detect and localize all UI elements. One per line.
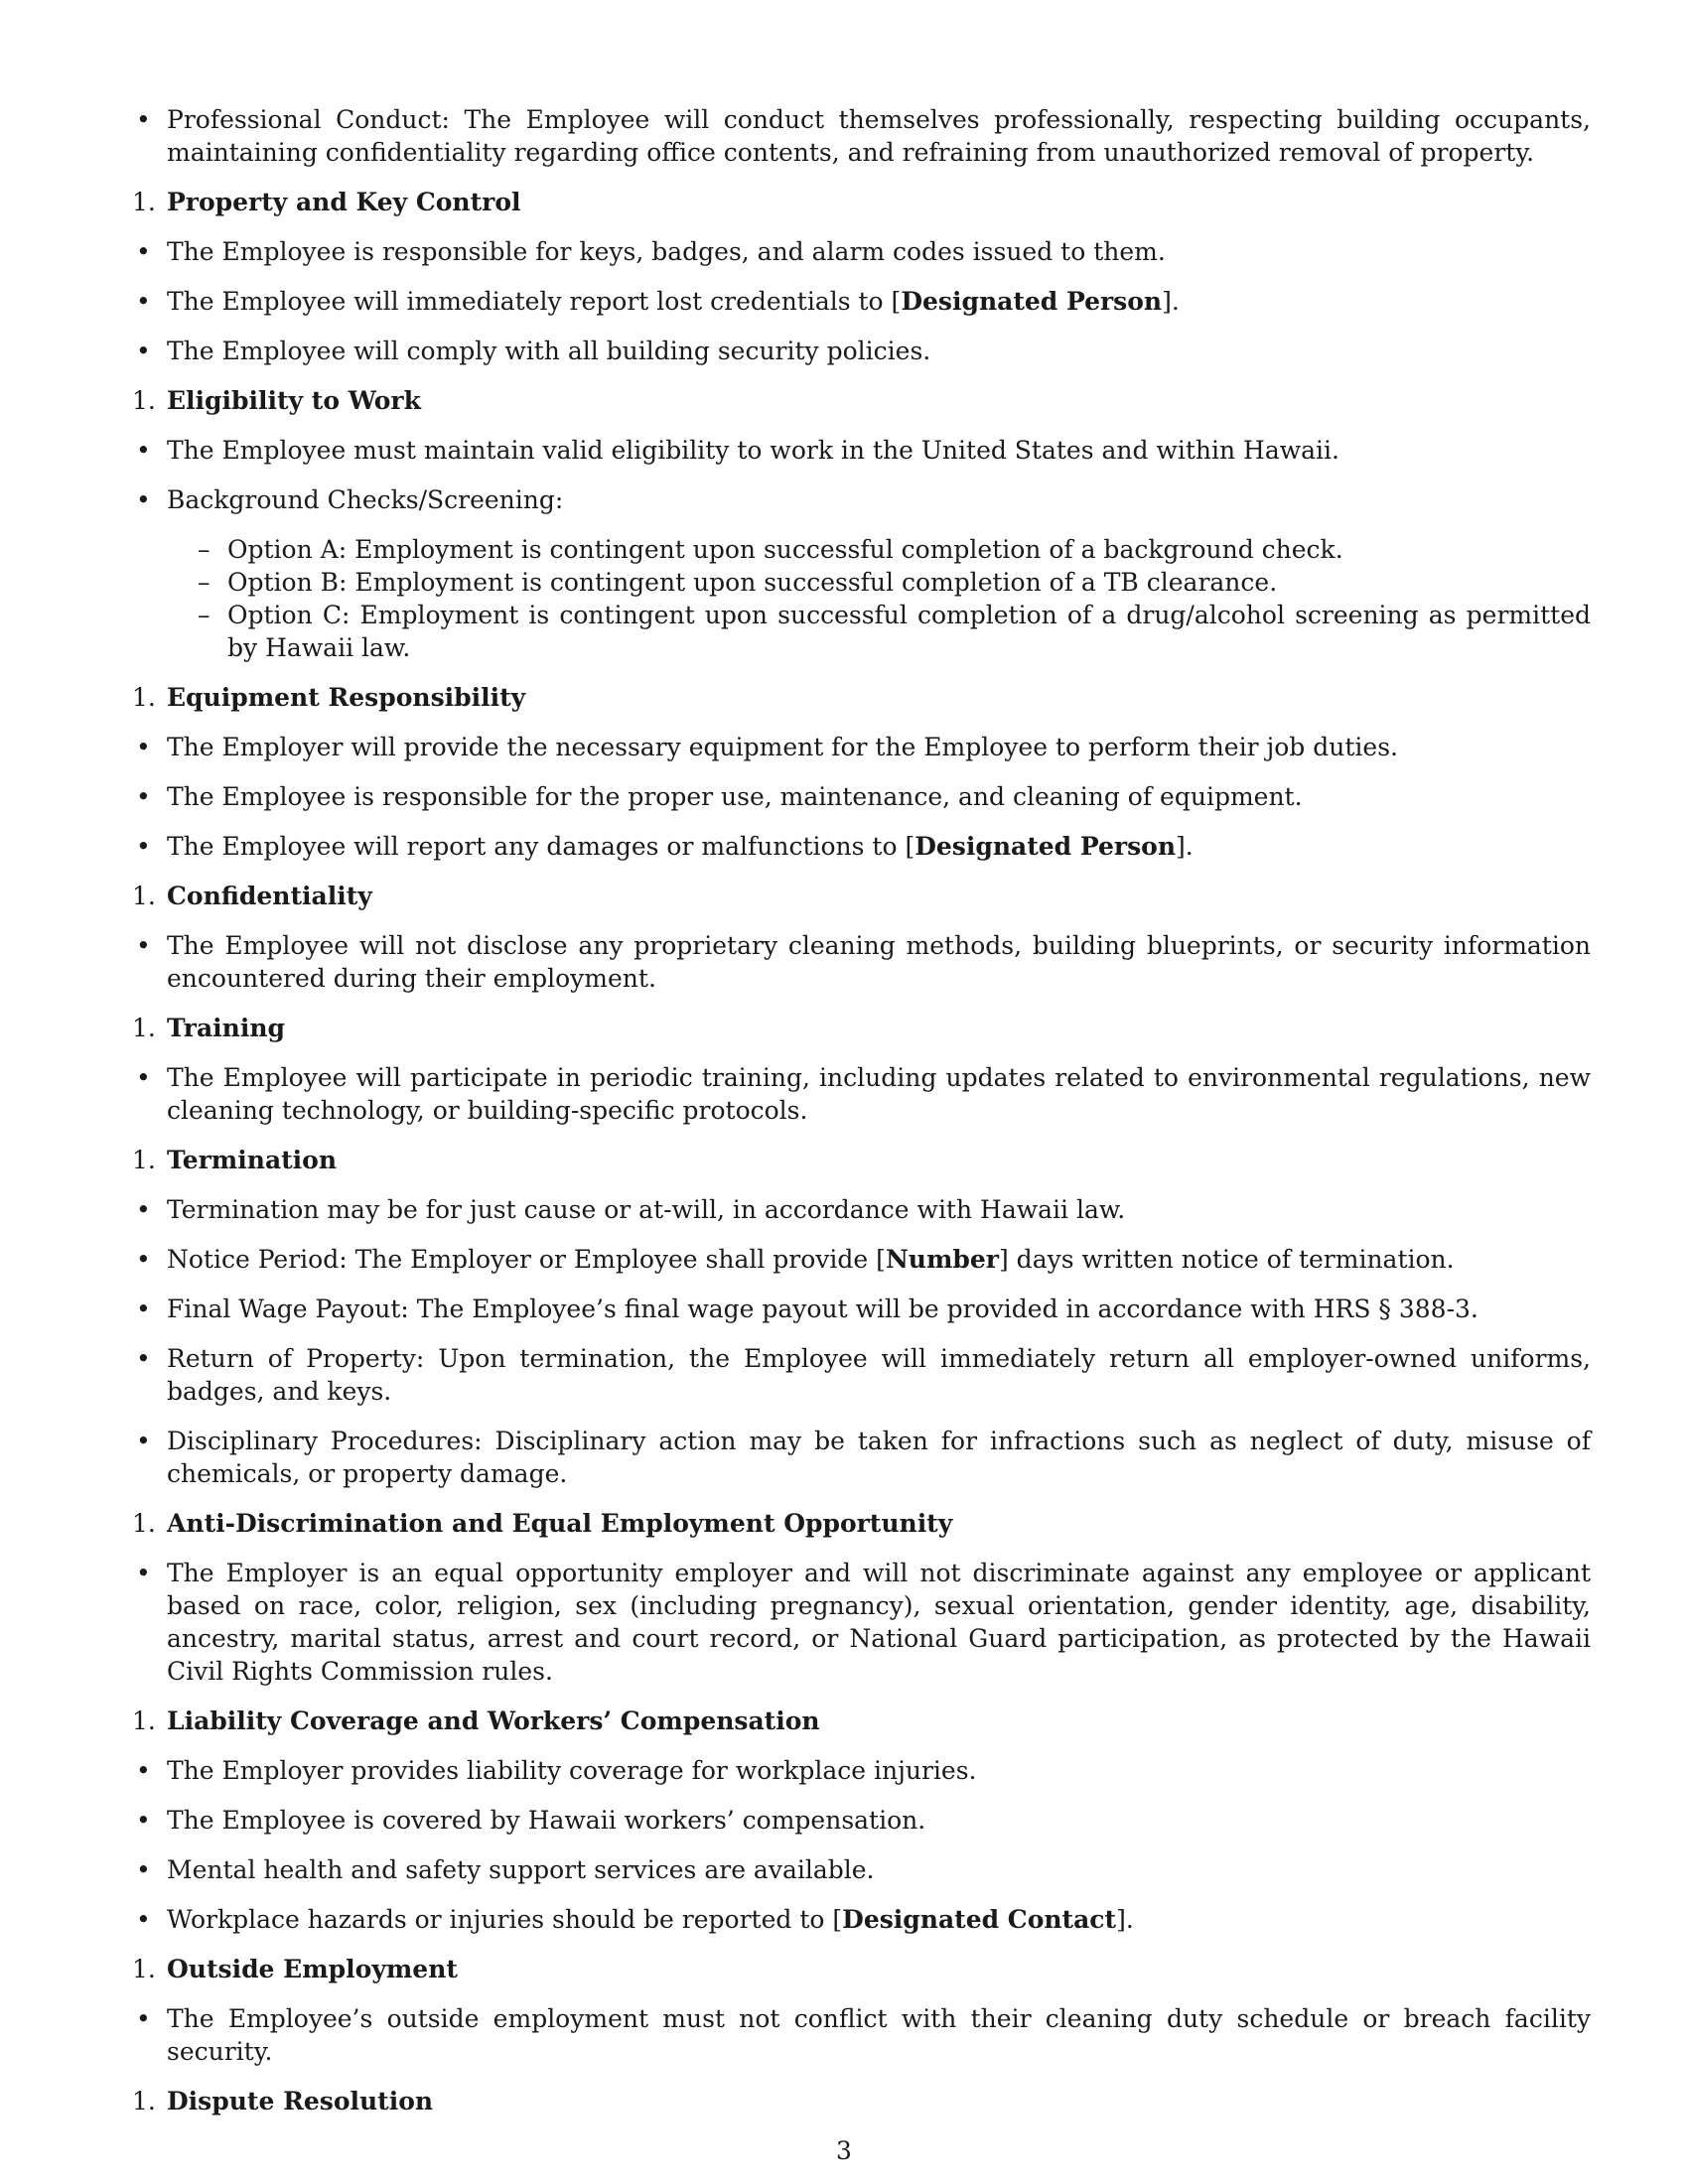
bullet-text: Workplace hazards or injuries should be reported to [ [167,1905,843,1934]
section-number: 1. [132,1706,156,1735]
bullet-item [0,483,1688,516]
section-number: 1. [132,1146,156,1174]
section-number: 1. [132,1014,156,1042]
section-number: 1. [132,1955,156,1983]
bullet-item [0,2002,1688,2068]
section-heading [0,2085,1688,2117]
bullet-item [0,1754,1688,1787]
section-number: 1. [132,188,156,216]
bullet-text: ]. [1176,832,1194,861]
bullet-text: ]. [1162,287,1180,316]
bullet-text: Termination may be for just cause or at-will, in accordance with Hawaii law. [167,1195,1126,1224]
bullet-text: The Employer provides liability coverage for workplace injuries. [167,1756,977,1785]
bullet-item [0,335,1688,367]
bullet-item [0,1342,1688,1408]
section-heading [0,681,1688,714]
bullet-item [0,285,1688,318]
bullet-text: The Employee must maintain valid eligibility to work in the United States and within Hawaii. [167,436,1339,465]
section-number: 1. [132,2087,156,2116]
bullet-text: Disciplinary Procedures: Disciplinary action may be taken for infractions such as neglect of duty, misuse of chemicals, or property damage. [167,1427,1591,1488]
sub-list-item: – Option C: Employment is contingent upon successful completion of a drug/alcohol screening as permitted by Hawaii law. [0,599,1688,664]
section-heading [0,186,1688,218]
section-number: 1. [132,882,156,910]
bullet-text: The Employee will not disclose any proprietary cleaning methods, building blueprints, or security information encountered during their employment. [167,931,1591,993]
section-title: Anti-Discrimination and Equal Employment Opportunity [167,1509,953,1538]
section-title: Eligibility to Work [167,386,421,415]
section-number: 1. [132,683,156,712]
section-heading [0,384,1688,417]
bullet-item [0,1557,1688,1688]
bullet-text: The Employee will comply with all building security policies. [167,337,931,365]
bullet-item [0,1293,1688,1325]
section-title: Dispute Resolution [167,2087,434,2116]
bullet-text: The Employer will provide the necessary equipment for the Employee to perform their job duties. [167,733,1398,761]
bullet-text: The Employee is covered by Hawaii workers’ compensation. [167,1806,926,1835]
bullet-text: The Employee’s outside employment must not conflict with their cleaning duty schedule or breach facility security. [167,2004,1591,2066]
bullet-item [0,1903,1688,1936]
bullet-item [0,1061,1688,1127]
bullet-text: The Employee will participate in periodic training, including updates related to environmental regulations, new cleaning technology, or building-specific protocols. [167,1063,1591,1125]
bullet-item [0,235,1688,268]
bullet-item [0,1853,1688,1886]
document-body [0,103,1688,2134]
section-heading [0,1705,1688,1737]
page-number: 3 [836,2136,852,2165]
placeholder-field: Designated Contact [842,1905,1117,1934]
bullet-item [0,780,1688,813]
bullet-text: ] days written notice of termination. [998,1245,1455,1274]
section-title: Confidentiality [167,882,372,910]
bullet-text: The Employee is responsible for the proper use, maintenance, and cleaning of equipment. [167,782,1303,811]
sub-list-item: – Option A: Employment is contingent upon successful completion of a background check. [0,533,1688,566]
bullet-text: Mental health and safety support services are available. [167,1855,875,1884]
placeholder-field: Designated Person [914,832,1176,861]
bullet-text: The Employee is responsible for keys, badges, and alarm codes issued to them. [167,237,1166,266]
bullet-text: Background Checks/Screening: [167,485,564,514]
bullet-item [0,103,1688,169]
bullet-text: The Employee will report any damages or malfunctions to [ [167,832,915,861]
section-title: Termination [167,1146,338,1174]
section-heading [0,880,1688,912]
bullet-item [0,929,1688,995]
bullet-text: Final Wage Payout: The Employee’s final wage payout will be provided in accordance with HRS § 388-3. [167,1295,1478,1323]
bullet-item [0,830,1688,863]
section-title: Outside Employment [167,1955,458,1983]
bullet-text: The Employee will immediately report lost credentials to [ [167,287,902,316]
section-heading [0,1507,1688,1540]
section-number: 1. [132,386,156,415]
bullet-item [0,1804,1688,1837]
section-heading [0,1953,1688,1985]
section-title: Training [167,1014,285,1042]
section-title: Equipment Responsibility [167,683,526,712]
bullet-item [0,731,1688,763]
section-number: 1. [132,1509,156,1538]
sub-list [0,533,1688,664]
section-heading [0,1144,1688,1176]
bullet-text: Notice Period: The Employer or Employee shall provide [ [167,1245,886,1274]
bullet-text: Return of Property: Upon termination, the Employee will immediately return all employer-owned uniforms, badges, and keys. [167,1344,1591,1406]
placeholder-field: Designated Person [901,287,1163,316]
section-title: Property and Key Control [167,188,521,216]
placeholder-field: Number [885,1245,999,1274]
bullet-text: The Employer is an equal opportunity employer and will not discriminate against any employee or applicant based on race, color, religion, sex (including pregnancy), sexual orientation, gender identity, age, disability, ancestry, marital status, arrest and court record, or National Guard participation, as protected by the Hawaii Civil Rights Commission rules. [167,1559,1591,1686]
bullet-item [0,434,1688,467]
bullet-text: ]. [1116,1905,1134,1934]
section-heading [0,1012,1688,1044]
section-title: Liability Coverage and Workers’ Compensation [167,1706,820,1735]
bullet-item [0,1193,1688,1226]
bullet-item [0,1243,1688,1276]
bullet-item [0,1425,1688,1490]
bullet-text: Professional Conduct: The Employee will conduct themselves professionally, respecting building occupants, maintaining confidentiality regarding office contents, and refraining from unauthorized removal of property. [167,105,1591,167]
sub-list-item: – Option B: Employment is contingent upon successful completion of a TB clearance. [0,566,1688,599]
